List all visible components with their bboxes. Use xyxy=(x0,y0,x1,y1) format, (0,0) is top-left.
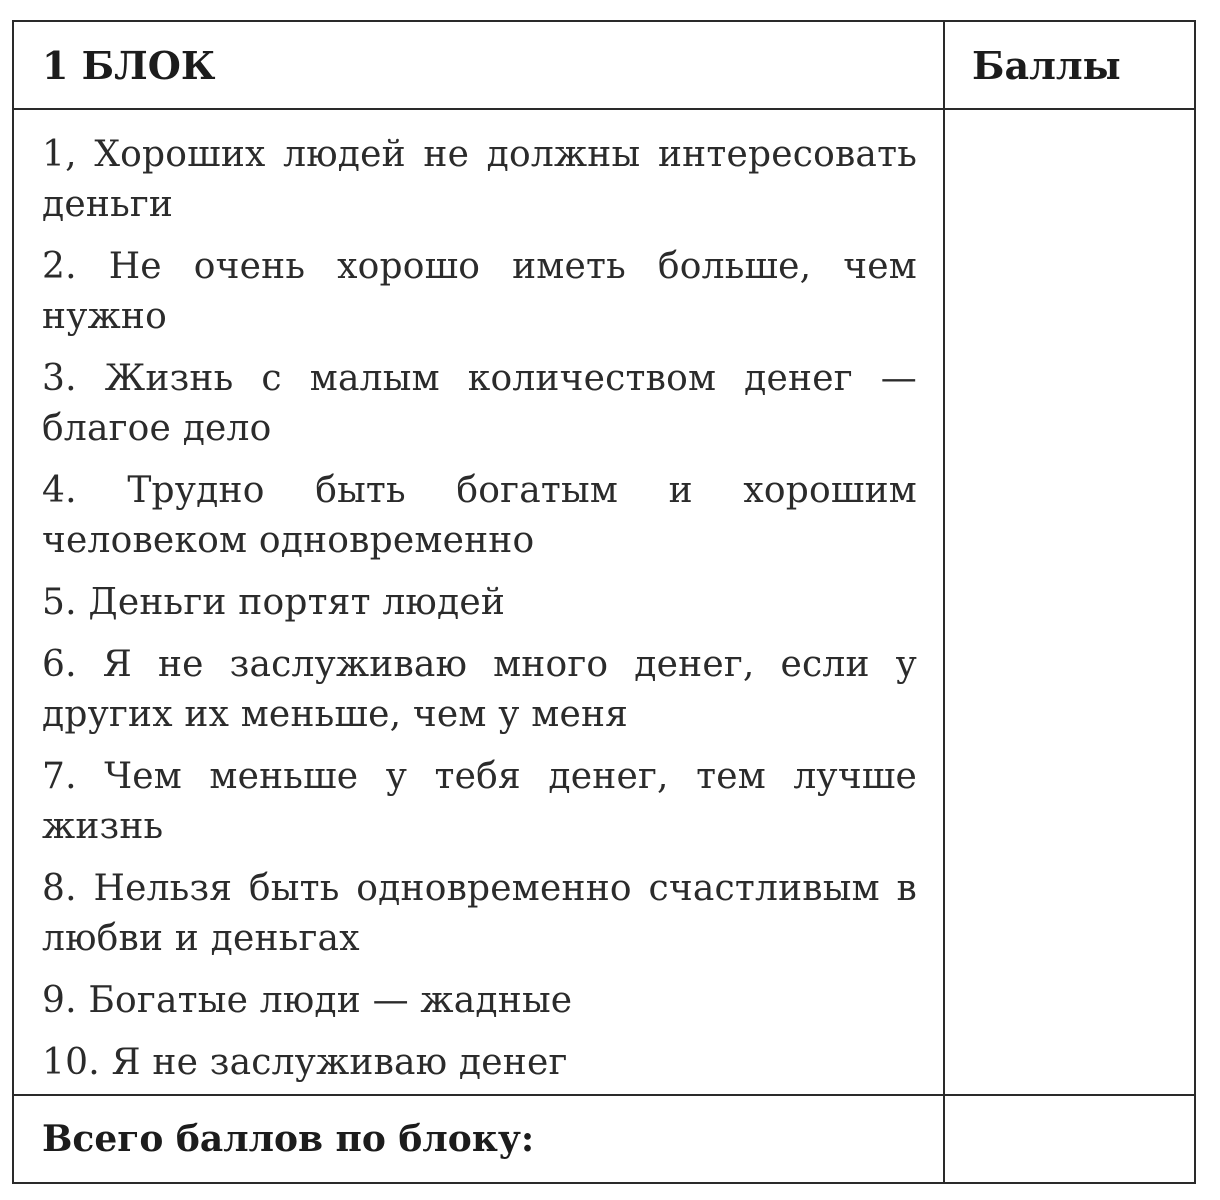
footer-row xyxy=(13,1095,1195,1183)
statement-item: 5. Деньги портят людей xyxy=(42,582,506,623)
statement-item: 7. Чем меньше у тебя денег, тем лучше жизнь xyxy=(42,756,917,847)
statement-item: 8. Нельзя быть одновременно счастливым в любви и деньгах xyxy=(42,868,917,959)
block-title: 1 БЛОК xyxy=(13,21,944,109)
statements-cell xyxy=(13,109,944,1095)
statement-item: 2. Не очень хорошо иметь больше, чем нужно xyxy=(42,246,917,337)
questionnaire-table xyxy=(12,20,1196,1184)
statement-item: 9. Богатые люди — жадные xyxy=(42,980,573,1021)
statement-item: 10. Я не заслуживаю денег xyxy=(42,1042,568,1083)
score-column-title: Баллы xyxy=(944,21,1195,109)
header-row xyxy=(13,21,1195,109)
total-label: Всего баллов по блоку: xyxy=(13,1095,944,1183)
statement-item: 4. Трудно быть богатым и хорошим человеком одновременно xyxy=(42,470,917,561)
statement-item: 6. Я не заслуживаю много денег, если у других их меньше, чем у меня xyxy=(42,644,917,735)
score-input-cell[interactable] xyxy=(944,109,1195,1095)
total-score-cell[interactable] xyxy=(944,1095,1195,1183)
statement-item: 3. Жизнь с малым количеством денег — благое дело xyxy=(42,358,917,449)
statement-item: 1, Хороших людей не должны интересовать деньги xyxy=(42,134,917,225)
items-row xyxy=(13,109,1195,1095)
